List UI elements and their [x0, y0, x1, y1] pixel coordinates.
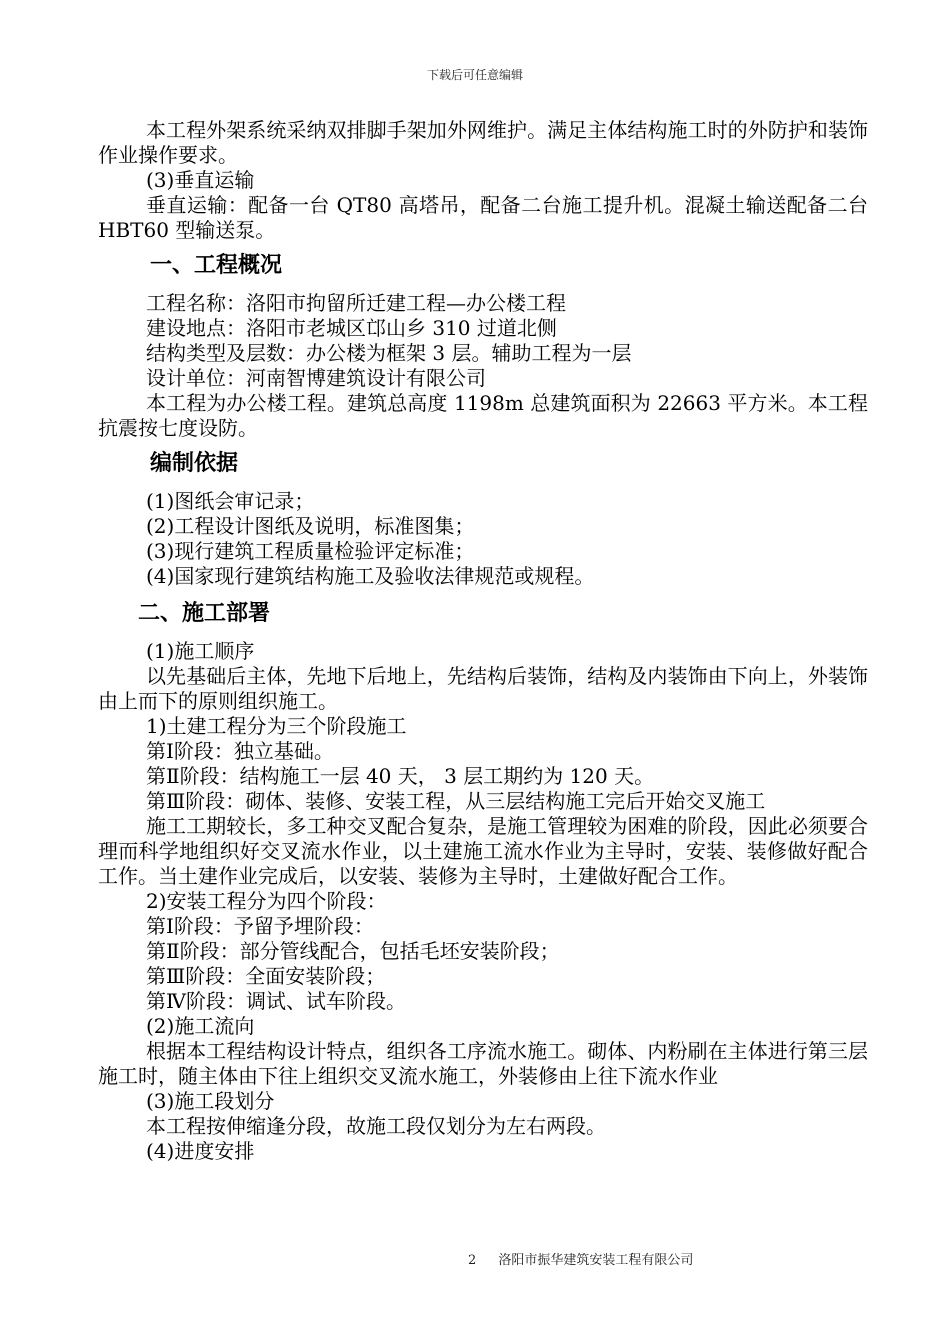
paragraph: 本工程按伸缩逢分段，故施工段仅划分为左右两段。	[146, 1114, 606, 1138]
paragraph: 第Ⅱ阶段：结构施工一层 40 天， 3 层工期约为 120 天。	[146, 764, 655, 788]
page-footer	[468, 1249, 693, 1268]
paragraph: 第Ⅰ阶段：独立基础。	[146, 739, 334, 763]
paragraph: (3)垂直运输	[146, 168, 255, 192]
document-body	[98, 118, 868, 1164]
paragraph: (3)施工段划分	[146, 1089, 275, 1113]
paragraph: 第Ⅱ阶段：部分管线配合，包括毛坯安装阶段；	[146, 939, 560, 963]
section-heading: 编制依据	[150, 451, 239, 476]
paragraph: 施工工期较长，多工种交叉配合复杂，是施工管理较为困难的阶段，因此必须要合理而科学地组织好交叉流水作业，以土建施工流水作业为主导时，安装、装修做好配合工作。当土建作业完成后，以安装、装修为主导时，土建做好配合工作。	[98, 814, 868, 888]
paragraph: 第Ⅲ阶段：全面安装阶段；	[146, 964, 386, 988]
paragraph: 本工程为办公楼工程。建筑总高度 1198m 总建筑面积为 22663 平方米。本工程抗震按七度设防。	[98, 391, 868, 440]
paragraph: (4)进度安排	[146, 1139, 255, 1163]
paragraph: 结构类型及层数：办公楼为框架 3 层。辅助工程为一层	[146, 341, 632, 365]
paragraph: 1)土建工程分为三个阶段施工	[146, 714, 407, 738]
paragraph: 本工程外架系统采纳双排脚手架加外网维护。满足主体结构施工时的外防护和装饰作业操作要求。	[98, 118, 868, 167]
paragraph: 垂直运输：配备一台 QT80 高塔吊，配备二台施工提升机。混凝土输送配备二台 HBT60 型输送泵。	[98, 193, 868, 242]
basis-list	[98, 489, 868, 589]
paragraph: 2)安装工程分为四个阶段：	[146, 889, 387, 913]
paragraph: 建设地点：洛阳市老城区邙山乡 310 过道北侧	[146, 316, 557, 340]
list-item: (1)图纸会审记录；	[146, 489, 315, 513]
section-heading: 一、工程概况	[150, 253, 283, 278]
paragraph: (1)施工顺序	[146, 639, 255, 663]
section-heading: 二、施工部署	[138, 601, 271, 626]
paragraph: 第Ⅳ阶段：调试、试车阶段。	[146, 989, 406, 1013]
paragraph: (2)施工流向	[146, 1014, 255, 1038]
list-item: (4)国家现行建筑结构施工及验收法律规范或规程。	[146, 564, 595, 588]
company-name: 洛阳市振华建筑安装工程有限公司	[498, 1253, 694, 1268]
list-item: (2)工程设计图纸及说明，标准图集；	[146, 514, 475, 538]
paragraph: 设计单位：河南智博建筑设计有限公司	[146, 366, 486, 390]
paragraph: 第Ⅲ阶段：砌体、装修、安装工程，从三层结构施工完后开始交叉施工	[146, 789, 766, 813]
page-number: 2	[468, 1253, 477, 1268]
paragraph: 以先基础后主体，先地下后地上，先结构后装饰，结构及内装饰由下向上，外装饰由上而下的原则组织施工。	[98, 664, 868, 713]
paragraph: 工程名称：洛阳市拘留所迁建工程—办公楼工程	[146, 291, 566, 315]
paragraph: 根据本工程结构设计特点，组织各工序流水施工。砌体、内粉刷在主体进行第三层施工时，随主体由下往上组织交叉流水施工，外装修由上往下流水作业	[98, 1039, 868, 1088]
paragraph: 第Ⅰ阶段：予留予埋阶段：	[146, 914, 374, 938]
page-header: 下载后可任意编辑	[426, 68, 523, 82]
list-item: (3)现行建筑工程质量检验评定标准；	[146, 539, 475, 563]
